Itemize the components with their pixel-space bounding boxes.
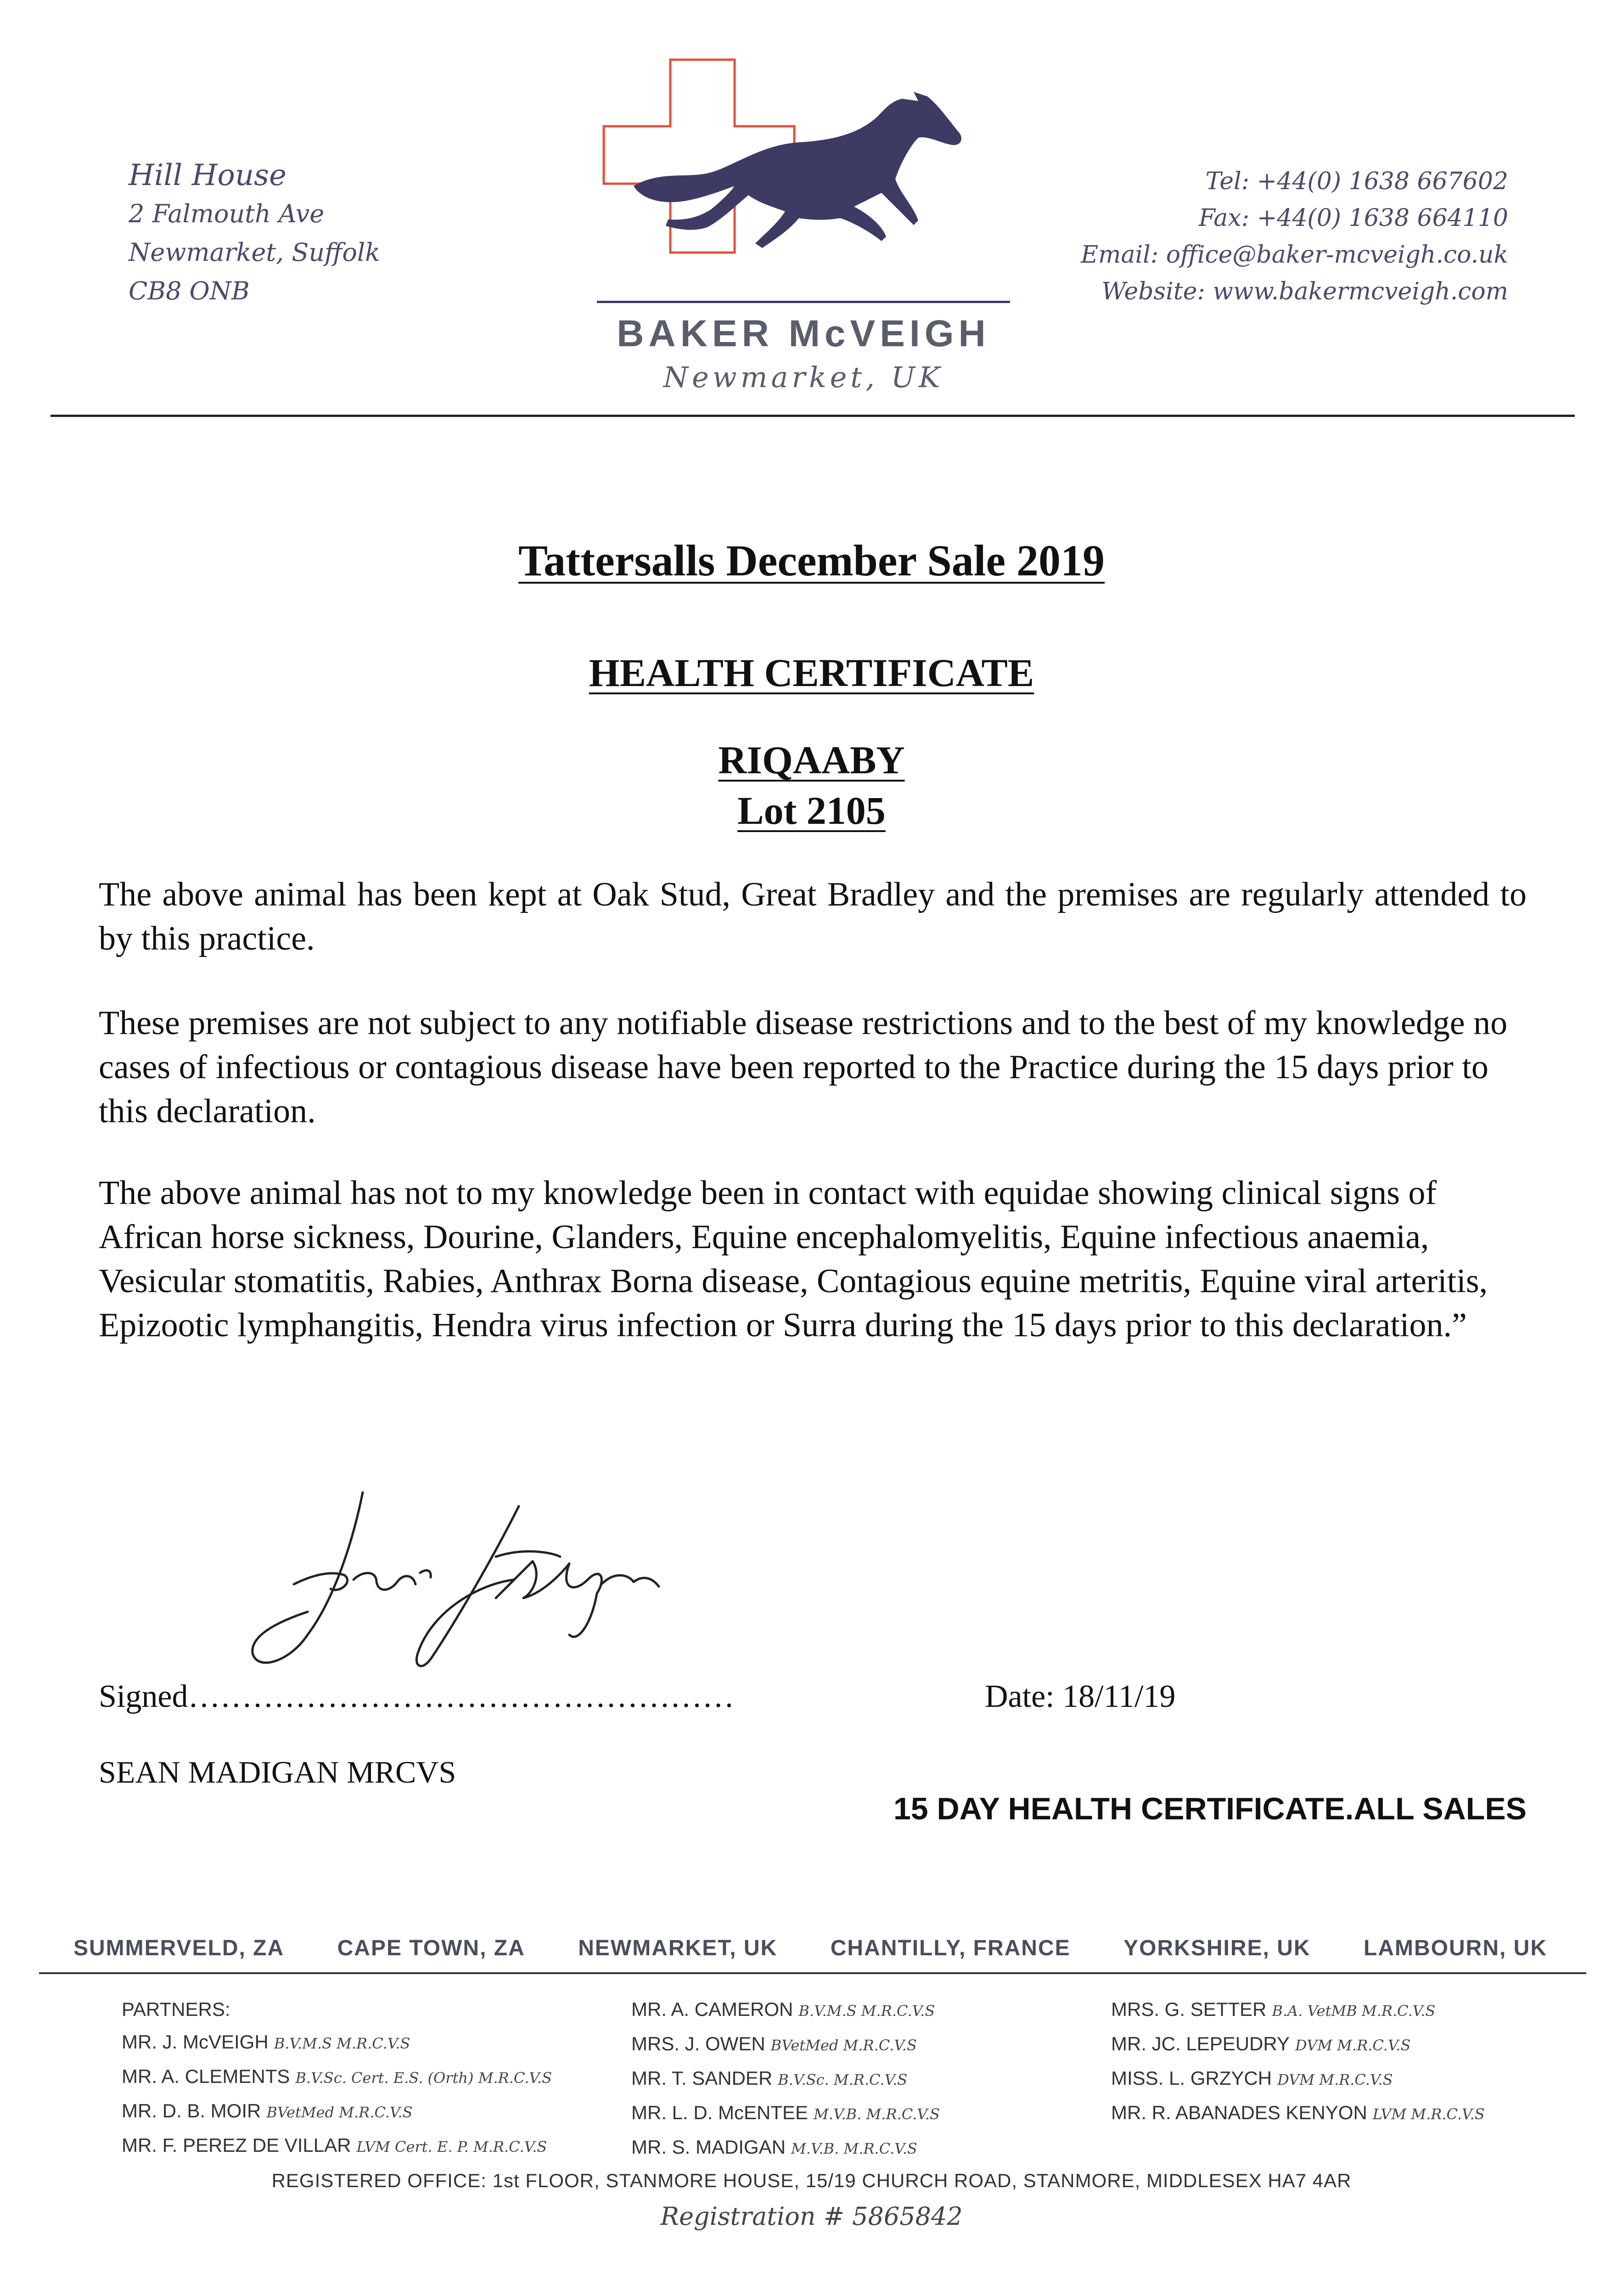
office-locations — [73, 1936, 1547, 1961]
certificate-heading: HEALTH CERTIFICATE — [589, 651, 1034, 695]
registered-office: REGISTERED OFFICE: 1st FLOOR, STANMORE HOUSE, 15/19 CHURCH ROAD, STANMORE, MIDDLESEX HA7 4AR — [271, 2170, 1352, 2191]
paragraph-premises: The above animal has been kept at Oak Stud, Great Bradley and the premises are regularly attended to by this practice. — [99, 876, 1527, 957]
partner-entry: MR. S. MADIGAN M.V.B. M.R.C.V.S — [631, 2136, 917, 2158]
partner-entry: MRS. J. OWEN BVetMed M.R.C.V.S — [631, 2033, 917, 2054]
partner-entry: MR. JC. LEPEUDRY DVM M.R.C.V.S — [1111, 2033, 1411, 2054]
registration-number: Registration # 5865842 — [660, 2202, 963, 2231]
logo-underline — [597, 301, 1010, 303]
lot-number: Lot 2105 — [737, 788, 886, 833]
email: Email: office@baker-mcveigh.co.uk — [1081, 241, 1508, 269]
footer-divider — [39, 1972, 1586, 1974]
partner-entry: MISS. L. GRZYCH DVM M.R.C.V.S — [1111, 2067, 1393, 2089]
partner-entry: MR. D. B. MOIR BVetMed M.R.C.V.S — [122, 2100, 413, 2122]
office-location: LAMBOURN, UK — [1364, 1936, 1547, 1960]
sale-title: Tattersalls December Sale 2019 — [518, 536, 1105, 585]
office-location: NEWMARKET, UK — [578, 1936, 778, 1960]
letterhead-divider — [51, 415, 1575, 417]
partner-entry: MR. T. SANDER B.V.Sc. M.R.C.V.S — [631, 2067, 908, 2089]
address-line: Hill House — [129, 158, 286, 192]
partners-column-2 — [631, 1993, 940, 2165]
galloping-horse-icon — [634, 92, 961, 248]
signature-date: Date: 18/11/19 — [985, 1679, 1176, 1714]
partners-column-1 — [122, 1993, 552, 2163]
brand-name: BAKER McVEIGH — [617, 313, 990, 355]
brand-location: Newmarket, UK — [663, 360, 944, 394]
partners-column-3 — [1111, 1993, 1485, 2131]
office-location: CAPE TOWN, ZA — [337, 1936, 525, 1960]
partner-entry: MR. A. CLEMENTS B.V.Sc. Cert. E.S. (Orth) M.R.C.V.S — [122, 2065, 552, 2087]
partner-entry: MR. R. ABANADES KENYON LVM M.R.C.V.S — [1111, 2102, 1485, 2123]
partner-entry: MR. F. PEREZ DE VILLAR LVM Cert. E. P. M.R.C.V.S — [122, 2134, 547, 2156]
partners-label: PARTNERS: — [122, 1998, 230, 2020]
certificate-type-note: 15 DAY HEALTH CERTIFICATE.ALL SALES — [893, 1791, 1527, 1826]
office-location: CHANTILLY, FRANCE — [830, 1936, 1071, 1960]
address-block — [129, 156, 380, 310]
horse-name: RIQAABY — [718, 738, 905, 782]
fax: Fax: +44(0) 1638 664110 — [1198, 204, 1508, 232]
signed-line: Signed…………………………………………… — [99, 1679, 735, 1714]
address-line: 2 Falmouth Ave — [129, 199, 325, 228]
contact-block — [1081, 163, 1508, 310]
address-line: CB8 ONB — [129, 276, 250, 305]
signer-name: SEAN MADIGAN MRCVS — [99, 1755, 456, 1790]
handwritten-signature — [239, 1483, 680, 1676]
paragraph-restrictions: These premises are not subject to any notifiable disease restrictions and to the best of my knowledge no cases of infectious or contagious disease have been reported to the Practice during the 15 days prior to this declaration. — [99, 1004, 1508, 1130]
address-line: Newmarket, Suffolk — [129, 238, 380, 267]
phone: Tel: +44(0) 1638 667602 — [1205, 168, 1508, 195]
office-location: YORKSHIRE, UK — [1123, 1936, 1311, 1960]
partner-entry: MR. A. CAMERON B.V.M.S M.R.C.V.S — [631, 1998, 935, 2020]
partner-entry: MR. J. McVEIGH B.V.M.S M.R.C.V.S — [122, 2031, 410, 2053]
partner-entry: MRS. G. SETTER B.A. VetMB M.R.C.V.S — [1111, 1998, 1436, 2020]
website: Website: www.bakermcveigh.com — [1101, 278, 1508, 305]
partner-entry: MR. L. D. McENTEE M.V.B. M.R.C.V.S — [631, 2102, 940, 2123]
paragraph-diseases: The above animal has not to my knowledge been in contact with equidae showing clinical signs of African horse sickness, Dourine, Glanders, Equine encephalomyelitis, Equine infectious anaemia, Vesicular stomatitis, Rabies, Anthrax Borna disease, Contagious equine metritis, Equine viral arteritis, Epizootic lymphangitis, Hendra virus infection or Surra during the 15 days prior to this declaration.” — [99, 1174, 1488, 1344]
office-location: SUMMERVELD, ZA — [73, 1936, 285, 1960]
